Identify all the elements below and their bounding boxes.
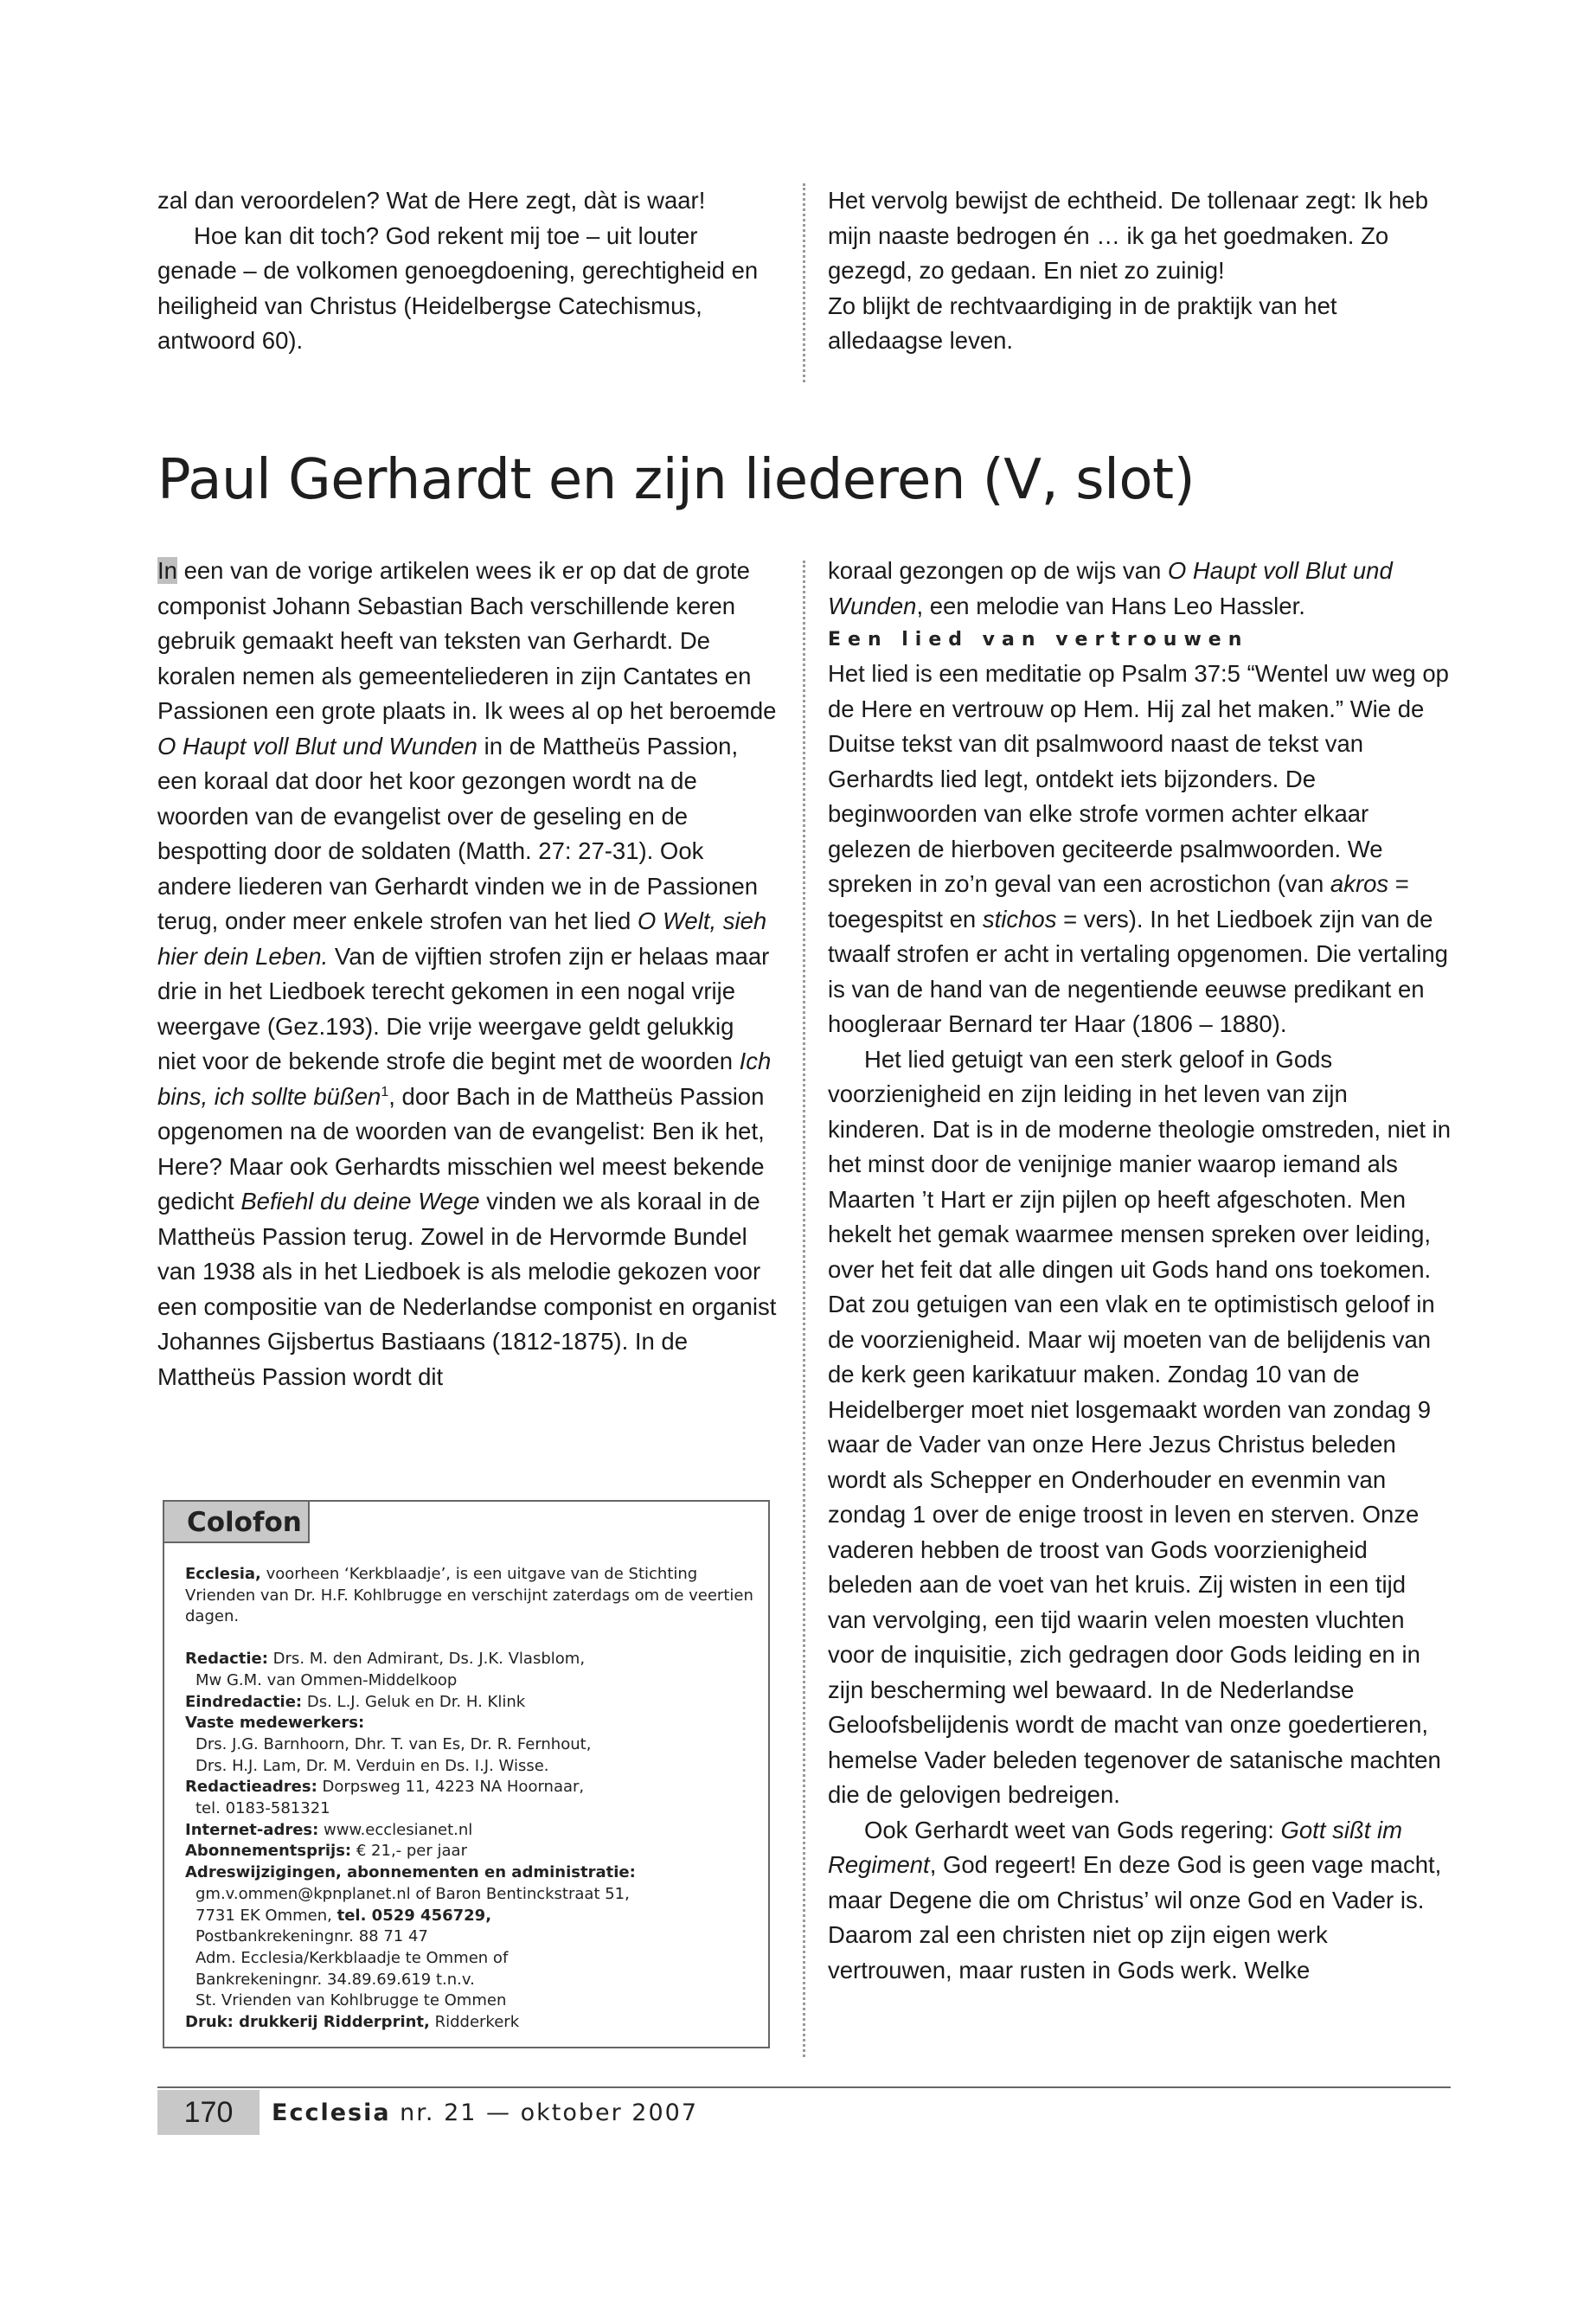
italic-term: stichos	[982, 905, 1057, 933]
top-left-column	[157, 183, 779, 359]
text: 7731 EK Ommen,	[195, 1906, 337, 1925]
label: Druk: drukkerij Ridderprint,	[185, 2013, 430, 2032]
colofon-line: tel. 0183-581321	[195, 1799, 330, 1818]
paragraph	[157, 554, 779, 1394]
footnote-ref: 1	[381, 1084, 389, 1099]
top-right-column	[828, 183, 1451, 359]
label: Redactie:	[185, 1650, 268, 1669]
italic-title: Befiehl du deine Wege	[240, 1188, 480, 1215]
italic-term: akros	[1330, 870, 1389, 897]
colofon-line	[185, 1862, 756, 1884]
article-right-column	[828, 554, 1451, 1988]
colofon-title: Colofon	[164, 1502, 310, 1543]
colofon-box	[163, 1500, 770, 2048]
section-subheading: Een lied van vertrouwen	[828, 629, 1249, 651]
column-divider	[803, 183, 805, 382]
paragraph	[828, 1813, 1451, 1989]
colofon-line: Mw G.M. van Ommen-Middelkoop	[195, 1670, 458, 1689]
colofon-line	[185, 1777, 756, 1798]
colofon-line: Drs. J.G. Barnhoorn, Dhr. T. van Es, Dr. R. Fernhout,	[195, 1734, 592, 1753]
text: een van de vorige artikelen wees ik er op dat de grote componist Johann Sebastian Bach verschillende keren gebruik gemaakt heeft van teksten van Gerhardt. De koralen nemen als gemeenteliederen in zijn Cantates en Passionen een grote plaats in. Ik wees al op het beroemde	[157, 557, 777, 724]
colofon-line	[185, 2012, 756, 2034]
label: Abonnementsprijs:	[185, 1842, 352, 1861]
text: vinden we als koraal in de Mattheüs Passion terug. Zowel in de Hervormde Bundel van 1938 als in het Liedboek is als melodie gekozen voor een compositie van de Nederlandse componist en organist Johannes Gijsbertus Bastiaans (1812-1875). In de Mattheüs Passion wordt dit	[157, 1188, 777, 1390]
text: , God regeert! En deze God is geen vage macht, maar Degene die om Christus’ wil onze God en Vader is. Daarom zal een christen niet op zijn eigen werk vertrouwen, maar rusten in Gods werk. Welke	[828, 1851, 1442, 1984]
label: Vaste medewerkers:	[185, 1714, 365, 1733]
colofon-line: St. Vrienden van Kohlbrugge te Ommen	[195, 1991, 507, 2010]
paragraph	[828, 554, 1451, 624]
italic-title: Ich bins, ich sollte büßen	[157, 1048, 772, 1110]
text: koraal gezongen op de wijs van	[828, 557, 1168, 584]
colofon-line: Bankrekeningnr. 34.89.69.619 t.n.v.	[195, 1970, 475, 1989]
label: Adreswijzigingen, abonnementen en administratie:	[185, 1863, 636, 1882]
text: in de Mattheüs Passion, een koraal dat door het koor gezongen wordt na de woorden van de evangelist over de geseling en de bespotting door de soldaten (Matth. 27: 27-31). Ook andere liederen van Gerhardt vinden we in de Passionen terug, onder meer enkele strofen van het lied	[157, 732, 759, 934]
paragraph: zal dan veroordelen? Wat de Here zegt, dàt is waar!	[157, 187, 706, 214]
text: Van de vijftien strofen zijn er helaas maar drie in het Liedboek terecht gekomen in een nogal vrije weergave (Gez.193). Die vrije weergave geldt gelukkig niet voor de bekende strofe die begint met de woorden	[157, 942, 770, 1074]
paragraph: Hoe kan dit toch? God rekent mij toe – uit louter genade – de volkomen genoegdoening, gerechtigheid en heiligheid van Christus (Heidelbergse Catechismus, antwoord 60).	[157, 221, 759, 354]
paragraph: Het vervolg bewijst de echtheid. De tollenaar zegt: Ik heb mijn naaste bedrogen én … ik ga het goedmaken. Zo gezegd, zo gedaan. En niet zo zuinig!	[828, 187, 1428, 284]
text: , door Bach in de Mattheüs Passion opgenomen na de woorden van de evangelist: Ben ik het, Here? Maar ook Gerhardts misschien wel meest bekende gedicht	[157, 1082, 765, 1215]
italic-quote: Gott sißt im Regiment	[828, 1816, 1403, 1878]
text: € 21,- per jaar	[351, 1842, 467, 1861]
page-number: 170	[157, 2090, 260, 2135]
journal-name: Ecclesia	[272, 2099, 391, 2126]
label: Eindredactie:	[185, 1692, 303, 1711]
article-title: Paul Gerhardt en zijn liederen (V, slot)	[157, 448, 1195, 512]
colofon-line	[185, 1841, 756, 1862]
colofon-line	[185, 1820, 756, 1842]
text: , een melodie van Hans Leo Hassler.	[916, 592, 1305, 619]
colofon-line: Adm. Ecclesia/Kerkblaadje te Ommen of	[195, 1948, 509, 1967]
text: voorheen ‘Kerkblaadje’, is een uitgave van de Stichting Vrienden van Dr. H.F. Kohlbrugge en verschijnt zaterdags om de veertien dagen.	[185, 1565, 753, 1626]
colofon-line	[185, 1906, 756, 1927]
text: Ds. L.J. Geluk en Dr. H. Klink	[302, 1692, 526, 1711]
paragraph: Zo blijkt de rechtvaardiging in de praktijk van het alledaagse leven.	[828, 292, 1337, 354]
column-divider	[803, 561, 805, 2057]
colofon-line: Drs. H.J. Lam, Dr. M. Verduin en Ds. I.J. Wisse.	[195, 1756, 549, 1775]
footer-rule	[157, 2086, 1451, 2088]
text: Het lied is een meditatie op Psalm 37:5 “Wentel uw weg op de Here en vertrouw op Hem. Hij zal het maken.” Wie de Duitse tekst van dit psalmwoord naast de tekst van Gerhardts lied legt, ontdekt iets bijzonders. De beginwoorden van elke strofe vormen achter elkaar gelezen de hierboven geciteerde psalmwoorden. We spreken in zo’n geval van een acrostichon (van	[828, 660, 1449, 897]
issue-info: nr. 21 — oktober 2007	[400, 2099, 698, 2126]
text: Ook Gerhardt weet van Gods regering:	[864, 1816, 1281, 1843]
footer-journal	[272, 2093, 698, 2133]
paragraph: Het lied getuigt van een sterk geloof in Gods voorzienigheid en zijn leiding in het leven van zijn kinderen. Dat is in de moderne theologie omstreden, niet in het minst door de venijnige manier waarop iemand als Maarten ’t Hart er zijn pijlen op heeft afgeschoten. Men hekelt het gemak waarmee mensen spreken over leiding, over het feit dat alle dingen uit Gods hand ons toekomen. Dat zou getuigen van een vlak en te optimistisch geloof in de voorzienigheid. Maar wij moeten van de belijdenis van de kerk geen karikatuur maken. Zondag 10 van de Heidelberger moet niet losgemaakt worden van zondag 9 waar de Vader van onze Here Jezus Christus beleden wordt als Schepper en Onderhouder en evenmin van zondag 1 over de enige troost in leven en sterven. Onze vaderen hebben de troost van Gods voorzienigheid beleden aan de voet van het kruis. Zij wisten in een tijd van vervolging, een tijd waarin velen moesten vluchten voor de inquisitie, zich gedragen door Gods leiding en in zijn bescherming wel bewaard. In de Nederlandse Geloofsbelijdenis wordt de macht van onze goedertieren, hemelse Vader beleden tegenover de satanische machten die de gelovigen bedreigen.	[828, 1045, 1452, 1808]
text: Ridderkerk	[429, 2013, 520, 2032]
text: Drs. M. den Admirant, Ds. J.K. Vlasblom,	[267, 1650, 586, 1669]
website-link[interactable]: www.ecclesianet.nl	[318, 1820, 473, 1839]
initial-marker: In	[157, 557, 177, 584]
colofon-line	[185, 1649, 756, 1670]
text: Dorpsweg 11, 4223 NA Hoornaar,	[317, 1778, 585, 1797]
label: Ecclesia,	[185, 1565, 261, 1583]
paragraph	[828, 657, 1451, 1042]
article-left-column	[157, 554, 779, 1394]
text: = toegespitst en	[828, 870, 1409, 933]
colofon-line: Postbankrekeningnr. 88 71 47	[195, 1927, 428, 1946]
phone: tel. 0529 456729,	[337, 1906, 492, 1925]
label: Redactieadres:	[185, 1778, 317, 1797]
colofon-line	[185, 1713, 756, 1734]
text: = vers). In het Liedboek zijn van de twaalf strofen er acht in vertaling opgenomen. Die vertaling is van de hand van de negentiende eeuwse predikant en hoogleraar Bernard ter Haar (1806 – 1880).	[828, 905, 1448, 1037]
label: Internet-adres:	[185, 1820, 319, 1839]
colofon-body	[185, 1564, 756, 2034]
italic-title: O Welt, sieh hier dein Leben.	[157, 907, 767, 970]
colofon-line	[185, 1564, 756, 1628]
italic-title: O Haupt voll Blut und Wunden	[157, 732, 478, 760]
colofon-line	[185, 1692, 756, 1714]
colofon-line: gm.v.ommen@kpnplanet.nl of Baron Bentinckstraat 51,	[195, 1884, 630, 1903]
italic-title: O Haupt voll Blut und Wunden	[828, 557, 1393, 619]
